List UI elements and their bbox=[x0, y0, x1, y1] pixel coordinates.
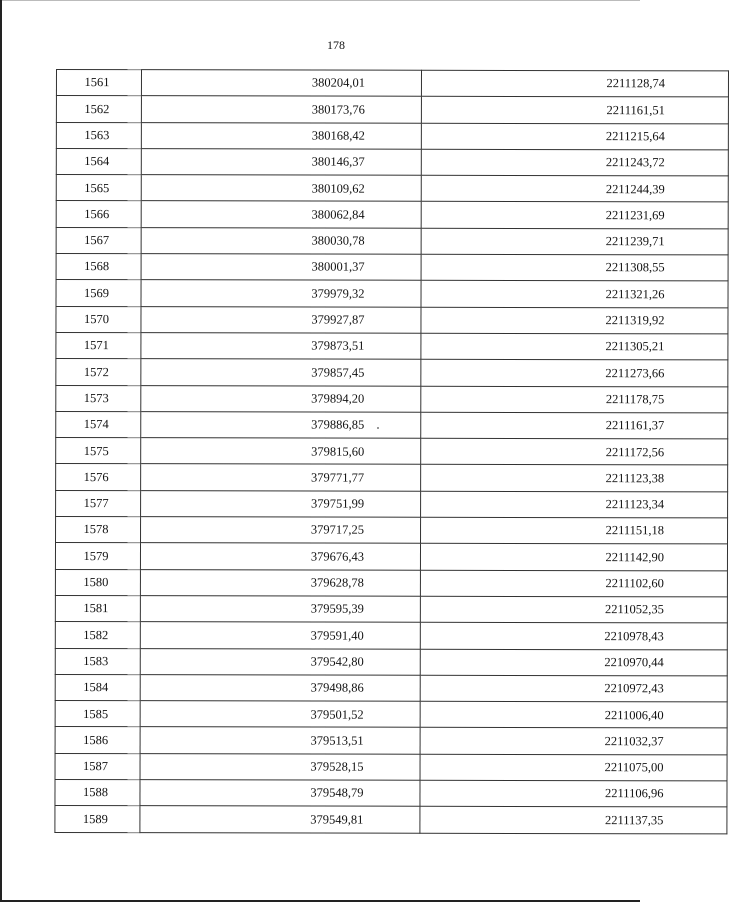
point-number-cell: 1572 bbox=[56, 359, 141, 385]
y-coordinate-cell: 2211161,51 bbox=[421, 97, 728, 124]
table-row bbox=[55, 780, 727, 808]
y-coordinate-cell: 2211006,40 bbox=[420, 701, 727, 728]
y-coordinate-cell: 2210978,43 bbox=[420, 622, 727, 649]
point-number-cell: 1588 bbox=[55, 780, 140, 806]
y-coordinate-cell: 2211172,56 bbox=[421, 438, 728, 465]
table-row bbox=[56, 385, 728, 413]
y-coordinate-cell: 2211151,18 bbox=[421, 517, 728, 544]
table-row bbox=[55, 806, 727, 834]
point-number-cell: 1566 bbox=[56, 201, 141, 227]
x-coordinate-cell: 379751,99 bbox=[141, 490, 421, 517]
table-row bbox=[55, 569, 727, 597]
point-number-cell: 1585 bbox=[55, 701, 140, 727]
x-coordinate-cell: 379894,20 bbox=[141, 385, 421, 412]
table-row bbox=[56, 490, 728, 518]
point-number-cell: 1580 bbox=[55, 569, 140, 595]
point-number-cell: 1561 bbox=[56, 70, 141, 96]
table-row bbox=[55, 674, 727, 702]
x-coordinate-cell: 379717,25 bbox=[141, 517, 421, 544]
y-coordinate-cell: 2210970,44 bbox=[420, 649, 727, 676]
y-coordinate-cell: 2211321,26 bbox=[421, 281, 728, 308]
x-coordinate-cell: 379498,86 bbox=[140, 675, 420, 702]
y-coordinate-cell: 2211178,75 bbox=[421, 386, 728, 413]
table-row bbox=[56, 201, 728, 229]
x-coordinate-cell: 379979,32 bbox=[141, 280, 421, 307]
point-number-cell: 1576 bbox=[56, 464, 141, 490]
point-number-cell: 1574 bbox=[56, 411, 141, 437]
x-coordinate-cell: 379595,39 bbox=[140, 596, 420, 623]
point-number-cell: 1587 bbox=[55, 753, 140, 779]
point-number-cell: 1570 bbox=[56, 306, 141, 332]
point-number-cell: 1563 bbox=[56, 122, 141, 148]
point-number-cell: 1577 bbox=[56, 490, 141, 516]
y-coordinate-cell: 2211231,69 bbox=[421, 202, 728, 229]
y-coordinate-cell: 2211273,66 bbox=[421, 360, 728, 387]
x-coordinate-cell: 379542,80 bbox=[140, 648, 420, 675]
x-coordinate-cell: 380168,42 bbox=[141, 122, 421, 149]
x-coordinate-cell: 379676,43 bbox=[140, 543, 420, 570]
point-number-cell: 1581 bbox=[55, 595, 140, 621]
x-coordinate-cell: 379873,51 bbox=[141, 333, 421, 360]
table-row bbox=[55, 701, 727, 729]
y-coordinate-cell: 2211305,21 bbox=[421, 333, 728, 360]
y-coordinate-cell: 2211123,34 bbox=[421, 491, 728, 518]
y-coordinate-cell: 2211032,37 bbox=[420, 728, 727, 755]
x-coordinate-cell: 379528,15 bbox=[140, 753, 420, 780]
point-number-cell: 1565 bbox=[56, 175, 141, 201]
point-number-cell: 1562 bbox=[56, 96, 141, 122]
page-edge-top bbox=[0, 0, 640, 1]
table-row bbox=[55, 595, 727, 623]
y-coordinate-cell: 2211123,38 bbox=[421, 465, 728, 492]
x-coordinate-cell: 379549,81 bbox=[140, 806, 420, 833]
y-coordinate-cell: 2210972,43 bbox=[420, 675, 727, 702]
y-coordinate-cell: 2211243,72 bbox=[421, 149, 728, 176]
table-row bbox=[55, 727, 727, 755]
y-coordinate-cell: 2211239,71 bbox=[421, 228, 728, 255]
point-number-cell: 1575 bbox=[56, 438, 141, 464]
table-row bbox=[55, 622, 727, 650]
y-coordinate-cell: 2211142,90 bbox=[420, 544, 727, 571]
x-coordinate-cell: 380030,78 bbox=[141, 227, 421, 254]
point-number-cell: 1567 bbox=[56, 227, 141, 253]
table-row bbox=[56, 148, 728, 176]
table-row bbox=[56, 96, 728, 124]
table-row bbox=[56, 517, 728, 545]
page-number: 178 bbox=[327, 38, 345, 52]
table-row bbox=[55, 648, 727, 676]
table-body bbox=[55, 70, 729, 834]
x-coordinate-cell: 380001,37 bbox=[141, 254, 421, 281]
table-row bbox=[56, 306, 728, 334]
table-row bbox=[56, 175, 728, 203]
x-coordinate-cell: 380204,01 bbox=[141, 70, 421, 97]
point-number-cell: 1571 bbox=[56, 332, 141, 358]
point-number-cell: 1583 bbox=[55, 648, 140, 674]
table-row bbox=[55, 543, 727, 571]
table-row bbox=[56, 464, 728, 492]
point-number-cell: 1569 bbox=[56, 280, 141, 306]
point-number-cell: 1584 bbox=[55, 674, 140, 700]
page-edge-left bbox=[0, 0, 2, 902]
x-coordinate-cell: 379513,51 bbox=[140, 727, 420, 754]
y-coordinate-cell: 2211215,64 bbox=[421, 123, 728, 150]
point-number-cell: 1564 bbox=[56, 148, 141, 174]
scan-speck bbox=[377, 427, 379, 429]
x-coordinate-cell: 380109,62 bbox=[141, 175, 421, 202]
point-number-cell: 1582 bbox=[55, 622, 140, 648]
point-number-cell: 1579 bbox=[55, 543, 140, 569]
y-coordinate-cell: 2211075,00 bbox=[420, 754, 727, 781]
table-row bbox=[56, 359, 728, 387]
table-row bbox=[56, 254, 728, 282]
x-coordinate-cell: 379548,79 bbox=[140, 780, 420, 807]
point-number-cell: 1589 bbox=[55, 806, 140, 832]
table-row bbox=[56, 411, 728, 439]
y-coordinate-cell: 2211244,39 bbox=[421, 175, 728, 202]
y-coordinate-cell: 2211308,55 bbox=[421, 254, 728, 281]
table-row bbox=[56, 438, 728, 466]
point-number-cell: 1586 bbox=[55, 727, 140, 753]
table-row bbox=[56, 280, 728, 308]
x-coordinate-cell: 379927,87 bbox=[141, 306, 421, 333]
table-row bbox=[55, 753, 727, 781]
y-coordinate-cell: 2211052,35 bbox=[420, 596, 727, 623]
point-number-cell: 1568 bbox=[56, 254, 141, 280]
x-coordinate-cell: 379771,77 bbox=[141, 464, 421, 491]
y-coordinate-cell: 2211137,35 bbox=[420, 807, 727, 834]
x-coordinate-cell: 380146,37 bbox=[141, 149, 421, 176]
x-coordinate-cell: 380173,76 bbox=[141, 96, 421, 123]
x-coordinate-cell: 379857,45 bbox=[141, 359, 421, 386]
point-number-cell: 1578 bbox=[56, 517, 141, 543]
table-row bbox=[56, 70, 728, 98]
point-number-cell: 1573 bbox=[56, 385, 141, 411]
x-coordinate-cell: 379886,85 bbox=[141, 412, 421, 439]
x-coordinate-cell: 379815,60 bbox=[141, 438, 421, 465]
x-coordinate-cell: 379628,78 bbox=[140, 569, 420, 596]
y-coordinate-cell: 2211161,37 bbox=[421, 412, 728, 439]
x-coordinate-cell: 380062,84 bbox=[141, 201, 421, 228]
y-coordinate-cell: 2211102,60 bbox=[420, 570, 727, 597]
table-row bbox=[56, 227, 728, 255]
y-coordinate-cell: 2211106,96 bbox=[420, 780, 727, 807]
coordinates-table bbox=[54, 69, 729, 834]
table-row bbox=[56, 122, 728, 150]
y-coordinate-cell: 2211128,74 bbox=[421, 70, 728, 97]
y-coordinate-cell: 2211319,92 bbox=[421, 307, 728, 334]
table-row bbox=[56, 332, 728, 360]
x-coordinate-cell: 379591,40 bbox=[140, 622, 420, 649]
x-coordinate-cell: 379501,52 bbox=[140, 701, 420, 728]
